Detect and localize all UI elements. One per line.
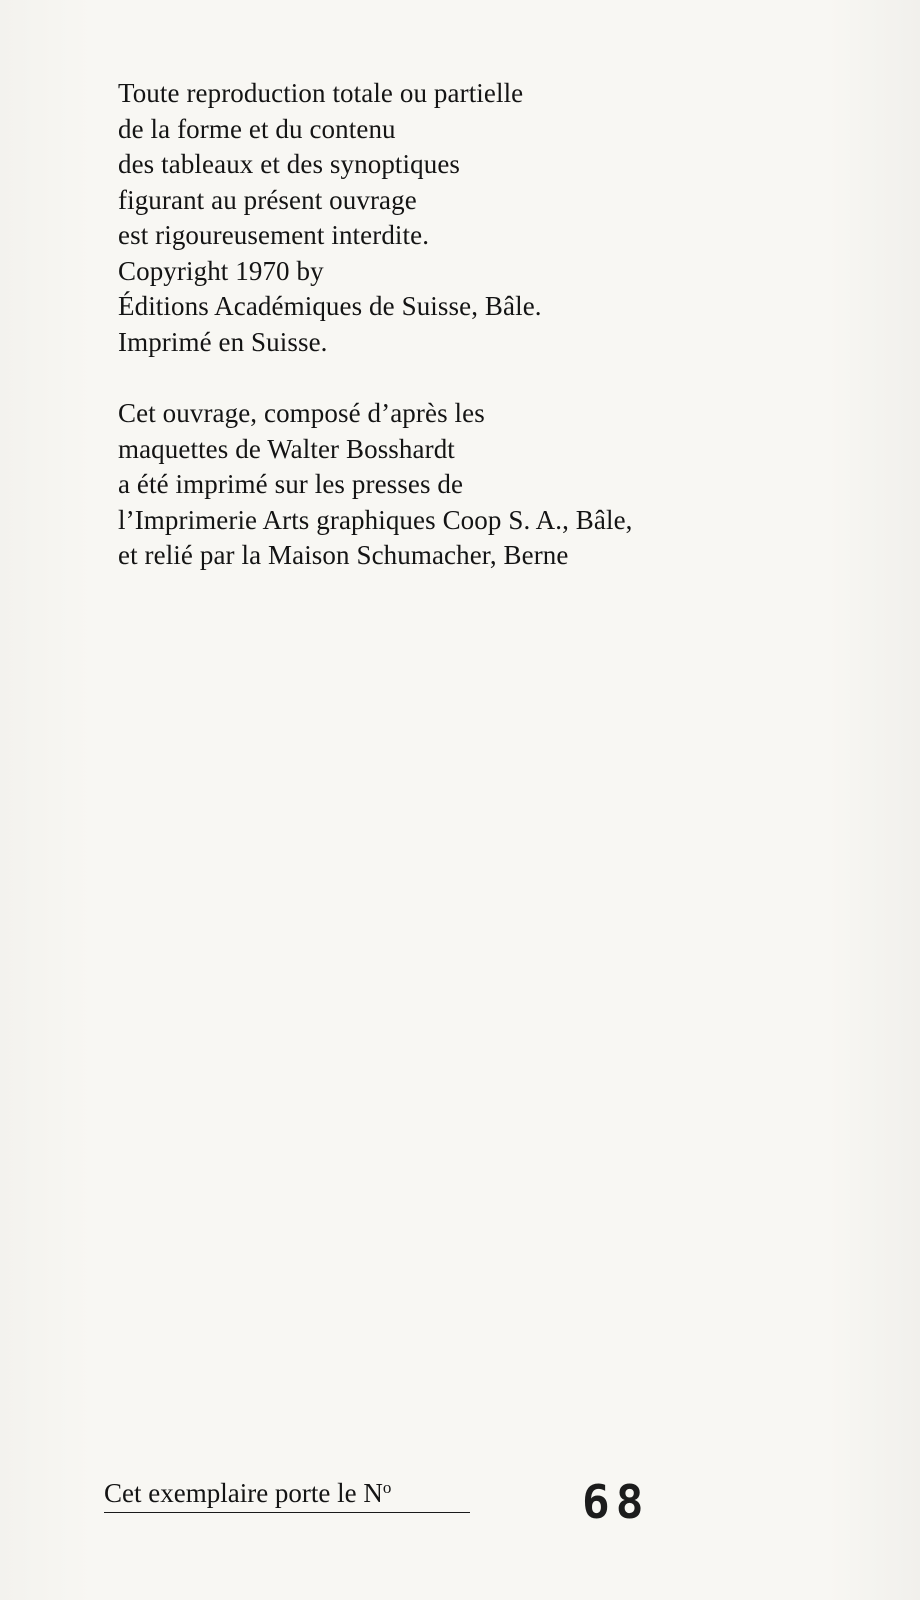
copyright-line: Éditions Académiques de Suisse, Bâle. [118,291,542,321]
copyright-line: Imprimé en Suisse. [118,326,328,357]
copyright-line: de la forme et du contenu [118,113,396,144]
copy-number-stamp: 68 [582,1475,650,1529]
copyright-line: des tableaux et des synoptiques [118,149,461,179]
credits-line: maquettes de Walter Bosshardt [118,433,455,464]
copy-number-label-superscript: o [382,1478,392,1497]
credits-line: Cet ouvrage, composé d’après les [118,398,485,428]
copyright-line: Copyright 1970 by [118,255,324,286]
credits-line: a été imprimé sur les presses de [118,469,464,499]
copyright-line: est rigoureusement interdite. [118,220,430,250]
credits-line: l’Imprimerie Arts graphiques Coop S. A., Bâle, [118,504,633,535]
copyright-line: Toute reproduction totale ou partielle [118,78,524,108]
copy-number-label-text: Cet exemplaire porte le N [104,1478,383,1508]
printing-credits [118,396,633,574]
copyright-line: figurant au présent ouvrage [118,184,417,215]
copyright-notice [118,76,542,360]
credits-line: et relié par la Maison Schumacher, Berne [118,540,569,570]
copy-number-label [104,1476,470,1513]
